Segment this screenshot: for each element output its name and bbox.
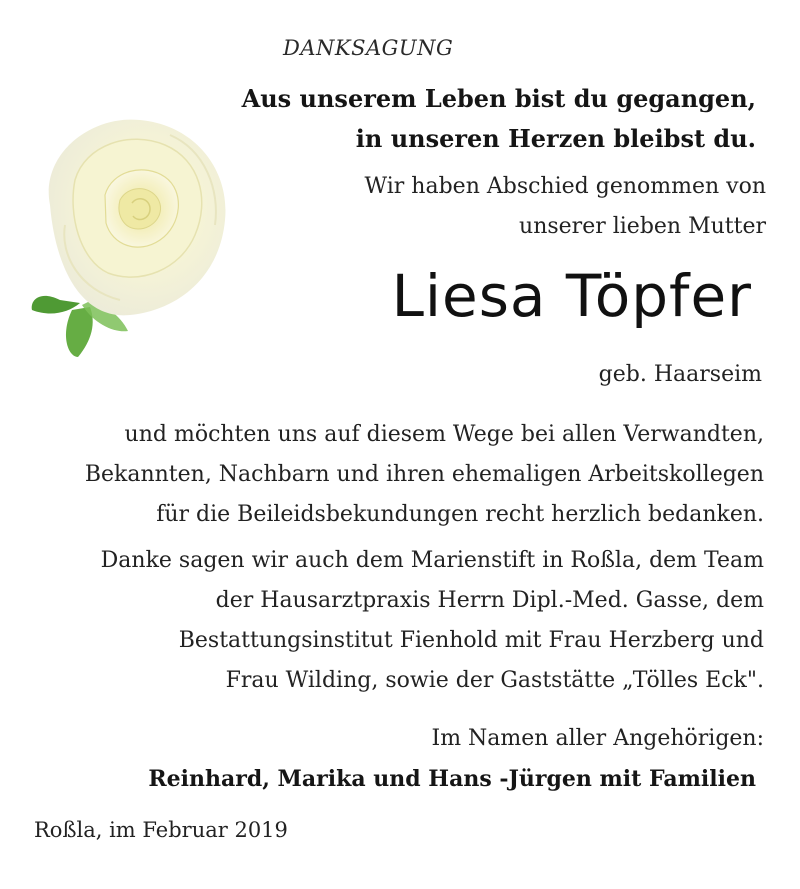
notice-heading: DANKSAGUNG bbox=[283, 36, 454, 60]
place-date: Roßla, im Februar 2019 bbox=[34, 818, 288, 842]
body-line-1: und möchten uns auf diesem Wege bei allen Verwandten, bbox=[124, 422, 764, 447]
birth-name: geb. Haarseim bbox=[598, 362, 762, 387]
motto-line-2: in unseren Herzen bleibst du. bbox=[355, 124, 756, 153]
body-line-5: der Hausarztpraxis Herrn Dipl.-Med. Gasse, dem bbox=[215, 588, 764, 613]
white-rose-icon bbox=[20, 95, 235, 365]
body-line-7: Frau Wilding, sowie der Gaststätte „Tölles Eck". bbox=[225, 668, 764, 693]
motto-line-1: Aus unserem Leben bist du gegangen, bbox=[241, 84, 756, 113]
body-line-2: Bekannten, Nachbarn und ihren ehemaligen Arbeitskollegen bbox=[84, 462, 764, 487]
signature-intro: Im Namen aller Angehörigen: bbox=[431, 726, 764, 751]
signature-names: Reinhard, Marika und Hans -Jürgen mit Familien bbox=[148, 766, 756, 792]
body-line-3: für die Beileidsbekundungen recht herzlich bedanken. bbox=[156, 502, 764, 527]
deceased-name: Liesa Töpfer bbox=[391, 262, 752, 330]
intro-line-2: unserer lieben Mutter bbox=[519, 214, 766, 239]
body-line-4: Danke sagen wir auch dem Marienstift in Roßla, dem Team bbox=[100, 548, 764, 573]
intro-line-1: Wir haben Abschied genommen von bbox=[364, 174, 766, 199]
body-line-6: Bestattungsinstitut Fienhold mit Frau Herzberg und bbox=[178, 628, 764, 653]
